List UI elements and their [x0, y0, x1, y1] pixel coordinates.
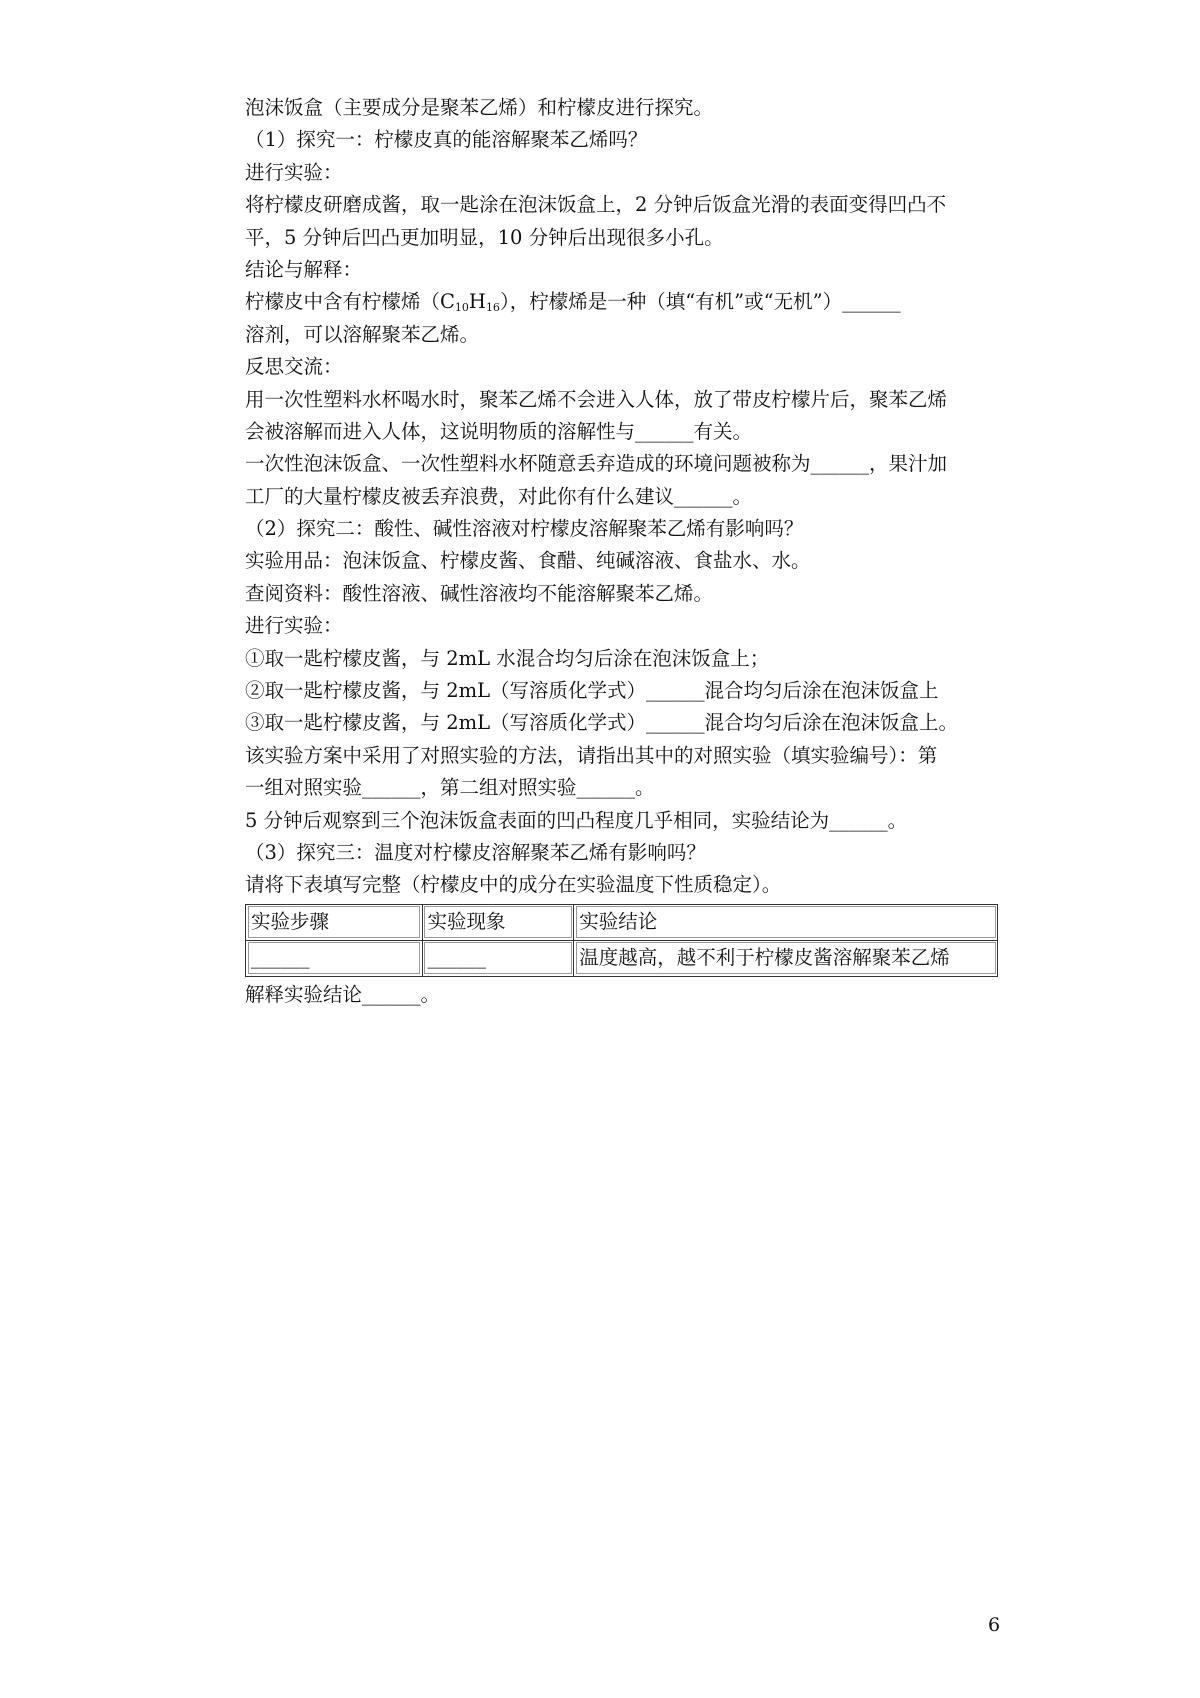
table-cell: 温度越高，越不利于柠檬皮酱溶解聚苯乙烯 [574, 940, 998, 976]
text-line: 会被溶解而进入人体，这说明物质的溶解性与______有关。 [245, 419, 753, 443]
text-line: 用一次性塑料水杯喝水时，聚苯乙烯不会进入人体，放了带皮柠檬片后，聚苯乙烯 [245, 387, 948, 411]
text-line: 一次性泡沫饭盒、一次性塑料水杯随意丢弃造成的环境问题被称为______，果汁加 [245, 452, 948, 476]
text-line: 进行实验： [245, 614, 343, 638]
text-line: 解释实验结论______。 [245, 982, 441, 1006]
table-header-cell: 实验结论 [574, 904, 998, 940]
text-line: ②取一匙柠檬皮酱，与 2mL（写溶质化学式）______混合均匀后涂在泡沫饭盒上 [245, 679, 939, 703]
text-line: 查阅资料：酸性溶液、碱性溶液均不能溶解聚苯乙烯。 [245, 581, 714, 605]
text-line: 将柠檬皮研磨成酱，取一匙涂在泡沫饭盒上，2 分钟后饭盒光滑的表面变得凹凸不 [245, 193, 947, 217]
text-line: 5 分钟后观察到三个泡沫饭盒表面的凹凸程度几乎相同，实验结论为______。 [245, 808, 908, 832]
text-line: 泡沫饭盒（主要成分是聚苯乙烯）和柠檬皮进行探究。 [245, 96, 714, 119]
text-line: 实验用品：泡沫饭盒、柠檬皮酱、食醋、纯碱溶液、食盐水、水。 [245, 549, 811, 573]
table-header-cell: 实验现象 [422, 904, 574, 940]
formula-line-before: 柠檬皮中含有柠檬烯（C [245, 290, 455, 314]
table-cell-blank: ______ [246, 940, 423, 976]
text-line: （2）探究二：酸性、碱性溶液对柠檬皮溶解聚苯乙烯有影响吗？ [245, 517, 804, 541]
table-header-cell: 实验步骤 [246, 904, 423, 940]
text-line: 进行实验： [245, 160, 343, 184]
text-line: 溶剂，可以溶解聚苯乙烯。 [245, 322, 480, 346]
formula-line-after: ），柠檬烯是一种（填“有机”或“无机”）______ [499, 290, 901, 314]
subscript-10: 10 [454, 301, 469, 315]
table-cell-blank: ______ [422, 940, 574, 976]
text-line: 工厂的大量柠檬皮被丢弃浪费，对此你有什么建议______。 [245, 484, 753, 508]
table-header-row [246, 904, 998, 940]
text-line: 反思交流： [245, 355, 343, 379]
experiment-table [245, 904, 998, 977]
formula-line-h: H [468, 290, 486, 314]
page-number: 6 [988, 1614, 1001, 1636]
text-line: 平，5 分钟后凹凸更加明显，10 分钟后出现很多小孔。 [245, 225, 724, 249]
text-line: （3）探究三：温度对柠檬皮溶解聚苯乙烯有影响吗？ [245, 840, 706, 864]
table-row [246, 940, 998, 976]
text-line: （1）探究一：柠檬皮真的能溶解聚苯乙烯吗？ [245, 128, 648, 152]
text-line: ③取一匙柠檬皮酱，与 2mL（写溶质化学式）______混合均匀后涂在泡沫饭盒上。 [245, 711, 959, 735]
text-line: 一组对照实验______，第二组对照实验______。 [245, 776, 655, 800]
formula-line [245, 286, 1015, 318]
text-line: 结论与解释： [245, 257, 363, 281]
text-line: 请将下表填写完整（柠檬皮中的成分在实验温度下性质稳定）。 [245, 873, 782, 897]
document-body [245, 92, 1015, 1011]
text-line: 该实验方案中采用了对照实验的方法，请指出其中的对照实验（填实验编号）：第 [245, 743, 938, 767]
text-line: ①取一匙柠檬皮酱，与 2mL 水混合均匀后涂在泡沫饭盒上； [245, 646, 770, 670]
subscript-16: 16 [485, 301, 500, 315]
